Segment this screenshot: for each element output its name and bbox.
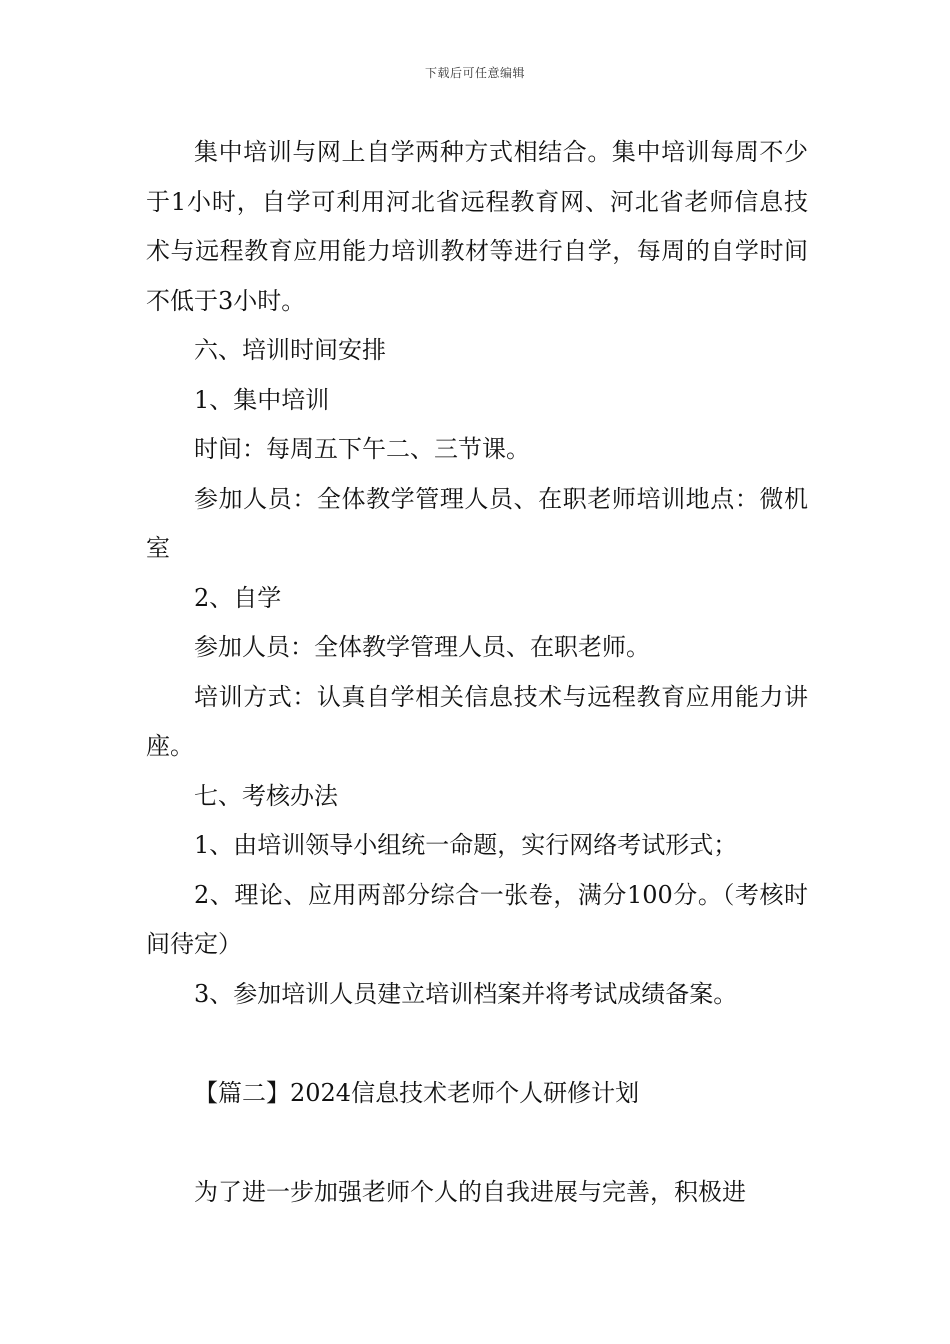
section-spacer: [146, 1019, 808, 1069]
paragraph-closing: 为了进一步加强老师个人的自我进展与完善，积极进: [194, 1177, 746, 1206]
paragraph-study-methods: 集中培训与网上自学两种方式相结合。集中培训每周不少于1小时，自学可利用河北省远程教育网、河北省老师信息技术与远程教育应用能力培训教材等进行自学，每周的自学时间不低于3小时。: [146, 138, 808, 315]
paragraph-participants-location: 参加人员：全体教学管理人员、在职老师培训地点：微机室: [146, 484, 808, 562]
heading-training-schedule: 六、培训时间安排: [194, 336, 386, 364]
paragraph-assessment-2: 2、理论、应用两部分综合一张卷，满分100分。（考核时间待定）: [146, 880, 808, 958]
section-spacer-2: [146, 1118, 808, 1168]
subheading-self-study: 2、自学: [194, 583, 282, 612]
subheading-centralized-training: 1、集中培训: [194, 385, 330, 414]
document-body: [146, 128, 808, 1217]
paragraph-assessment-1: 1、由培训领导小组统一命题，实行网络考试形式；: [194, 831, 738, 859]
heading-assessment: 七、考核办法: [194, 781, 338, 810]
paragraph-self-study-participants: 参加人员：全体教学管理人员、在职老师。: [194, 633, 650, 661]
section-title: 【篇二】2024信息技术老师个人研修计划: [194, 1078, 640, 1107]
paragraph-training-method: 培训方式：认真自学相关信息技术与远程教育应用能力讲座。: [146, 682, 808, 760]
paragraph-training-time: 时间：每周五下午二、三节课。: [194, 435, 530, 463]
page-header-note: 下载后可任意编辑: [424, 66, 525, 80]
paragraph-assessment-3: 3、参加培训人员建立培训档案并将考试成绩备案。: [194, 979, 738, 1008]
